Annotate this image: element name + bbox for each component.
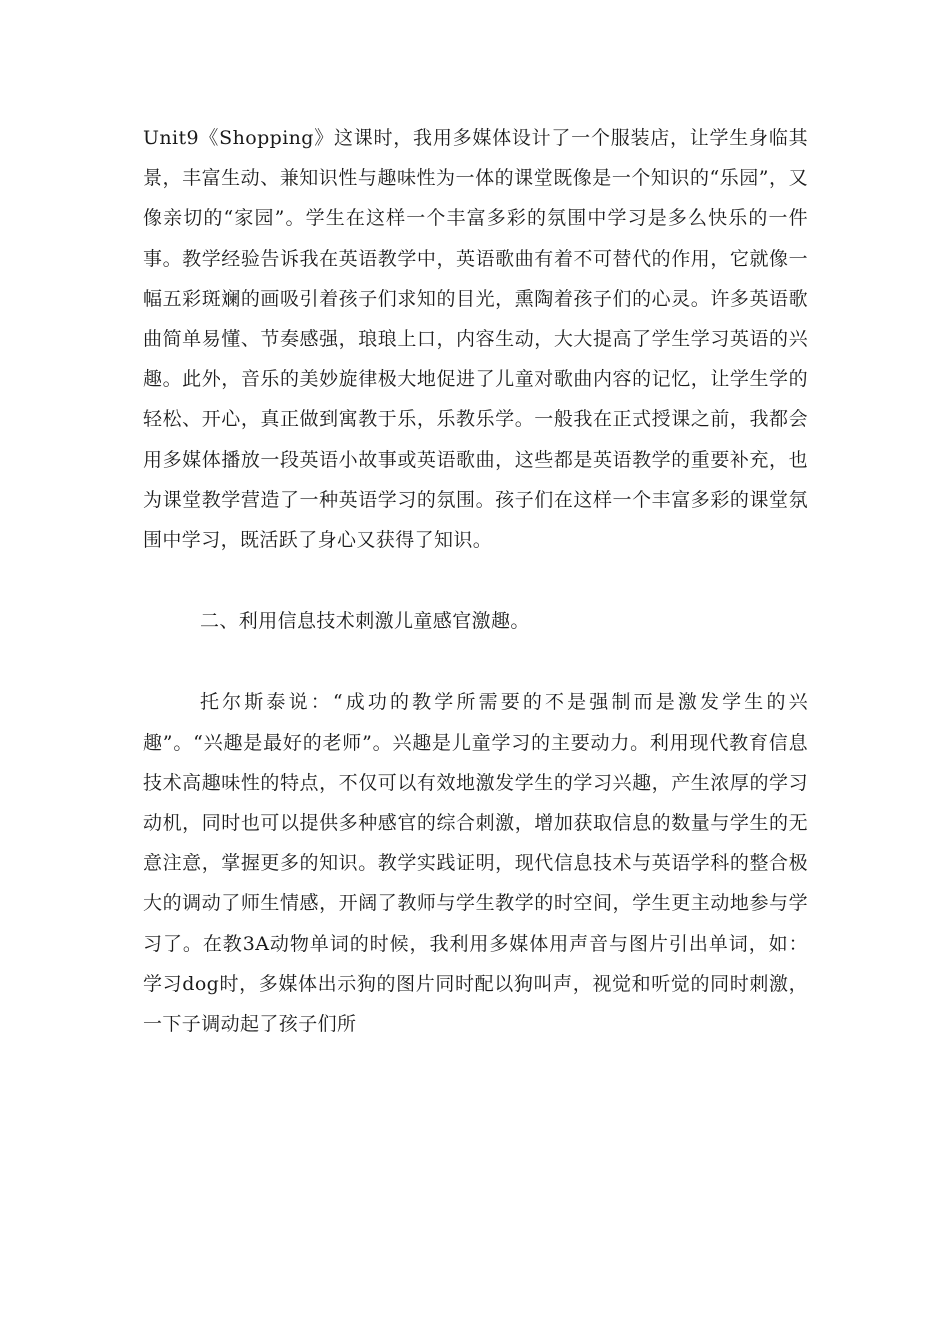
body-paragraph-interest-stimulation: 托尔斯泰说：“成功的教学所需要的不是强制而是激发学生的兴趣”。“兴趣是最好的老师”。兴趣是儿童学习的主要动力。利用现代教育信息技术高趣味性的特点，不仅可以有效地激发学生的学习兴趣，产生浓厚的学习动机，同时也可以提供多种感官的综合刺激，增加获取信息的数量与学生的无意注意，掌握更多的知识。教学实践证明，现代信息技术与英语学科的整合极大的调动了师生情感，开阔了教师与学生教学的时空间，学生更主动地参与学习了。在教3A动物单词的时候，我利用多媒体用声音与图片引出单词，如：学习dog时，多媒体出示狗的图片同时配以狗叫声，视觉和听觉的同时刺激，一下子调动起了孩子们所 <box>143 691 808 1036</box>
document-body <box>143 118 808 1044</box>
body-paragraph-shopping-lesson: Unit9《Shopping》这课时，我用多媒体设计了一个服装店，让学生身临其景，丰富生动、兼知识性与趣味性为一体的课堂既像是一个知识的“乐园”，又像亲切的“家园”。学生在这样一个丰富多彩的氛围中学习是多么快乐的一件事。教学经验告诉我在英语教学中，英语歌曲有着不可替代的作用，它就像一幅五彩斑斓的画吸引着孩子们求知的目光，熏陶着孩子们的心灵。许多英语歌曲简单易懂、节奏感强，琅琅上口，内容生动，大大提高了学生学习英语的兴趣。此外，音乐的美妙旋律极大地促进了儿童对歌曲内容的记忆，让学生学的轻松、开心，真正做到寓教于乐，乐教乐学。一般我在正式授课之前，我都会用多媒体播放一段英语小故事或英语歌曲，这些都是英语教学的重要补充，也为课堂教学营造了一种英语学习的氛围。孩子们在这样一个丰富多彩的课堂氛围中学习，既活跃了身心又获得了知识。 <box>143 127 808 552</box>
section-heading: 二、利用信息技术刺激儿童感官激趣。 <box>200 610 530 633</box>
